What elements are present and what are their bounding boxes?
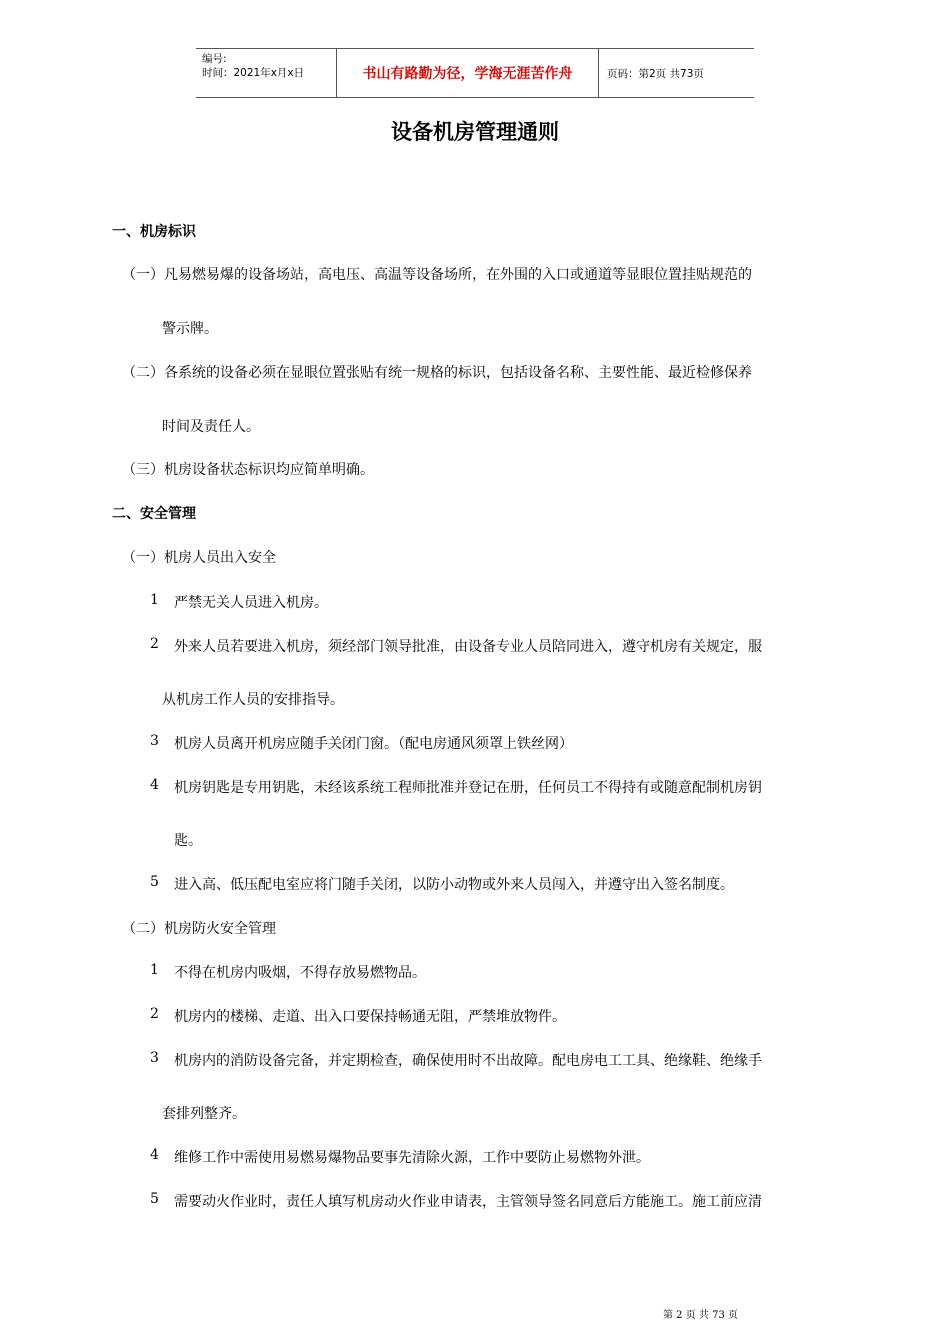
page-header <box>196 48 754 98</box>
header-motto: 书山有路勤为径，学海无涯苦作舟 <box>336 49 599 97</box>
item-number: 4 <box>150 777 159 793</box>
subsection-heading-2: （二）机房防火安全管理 <box>122 921 276 937</box>
section-heading-1: 一、机房标识 <box>112 224 196 240</box>
paragraph-1a: （一）凡易燃易爆的设备场站，高电压、高温等设备场所，在外围的入口或通道等显眼位置挂贴规范的 <box>122 267 752 283</box>
page-footer: 第 2 页 共 73 页 <box>663 1310 738 1321</box>
item-number: 1 <box>150 592 159 608</box>
list-item: 机房钥匙是专用钥匙，未经该系统工程师批准并登记在册，任何员工不得持有或随意配制机房钥 <box>174 780 762 796</box>
list-item: 进入高、低压配电室应将门随手关闭，以防小动物或外来人员闯入，并遵守出入签名制度。 <box>174 877 734 893</box>
item-number: 1 <box>150 962 159 978</box>
item-number: 2 <box>150 636 159 652</box>
header-page-label: 页码：第2页 共73页 <box>607 67 704 80</box>
document-title: 设备机房管理通则 <box>391 120 559 144</box>
list-item: 需要动火作业时，责任人填写机房动火作业申请表，主管领导签名同意后方能施工。施工前应清 <box>174 1194 762 1210</box>
number-label: 编号: <box>202 53 227 65</box>
list-item-continuation: 套排列整齐。 <box>162 1106 246 1122</box>
list-item: 机房内的消防设备完备，并定期检查，确保使用时不出故障。配电房电工工具、绝缘鞋、绝缘手 <box>174 1053 762 1069</box>
paragraph-1b: 警示牌。 <box>162 321 218 337</box>
header-meta <box>196 49 336 97</box>
list-item: 维修工作中需使用易燃易爆物品要事先清除火源，工作中要防止易燃物外泄。 <box>174 1150 650 1166</box>
list-item: 不得在机房内吸烟，不得存放易燃物品。 <box>174 965 426 981</box>
paragraph-3: （三）机房设备状态标识均应简单明确。 <box>122 462 374 478</box>
list-item-continuation: 从机房工作人员的安排指导。 <box>162 692 344 708</box>
list-item-continuation: 匙。 <box>174 833 202 849</box>
item-number: 3 <box>150 733 159 749</box>
paragraph-2b: 时间及责任人。 <box>162 419 260 435</box>
time-label: 时间：2021年x月x日 <box>202 67 305 79</box>
item-number: 3 <box>150 1050 159 1066</box>
list-item: 严禁无关人员进入机房。 <box>174 595 328 611</box>
item-number: 4 <box>150 1147 159 1163</box>
list-item: 机房内的楼梯、走道、出入口要保持畅通无阻，严禁堆放物件。 <box>174 1009 566 1025</box>
list-item: 外来人员若要进入机房，须经部门领导批准，由设备专业人员陪同进入，遵守机房有关规定，服 <box>174 639 762 655</box>
subsection-heading-1: （一）机房人员出入安全 <box>122 550 276 566</box>
item-number: 5 <box>150 1191 159 1207</box>
paragraph-2a: （二）各系统的设备必须在显眼位置张贴有统一规格的标识，包括设备名称、主要性能、最近检修保养 <box>122 365 752 381</box>
list-item: 机房人员离开机房应随手关闭门窗。（配电房通风须罩上铁丝网） <box>174 736 573 752</box>
section-heading-2: 二、安全管理 <box>112 506 196 522</box>
item-number: 2 <box>150 1006 159 1022</box>
item-number: 5 <box>150 874 159 890</box>
